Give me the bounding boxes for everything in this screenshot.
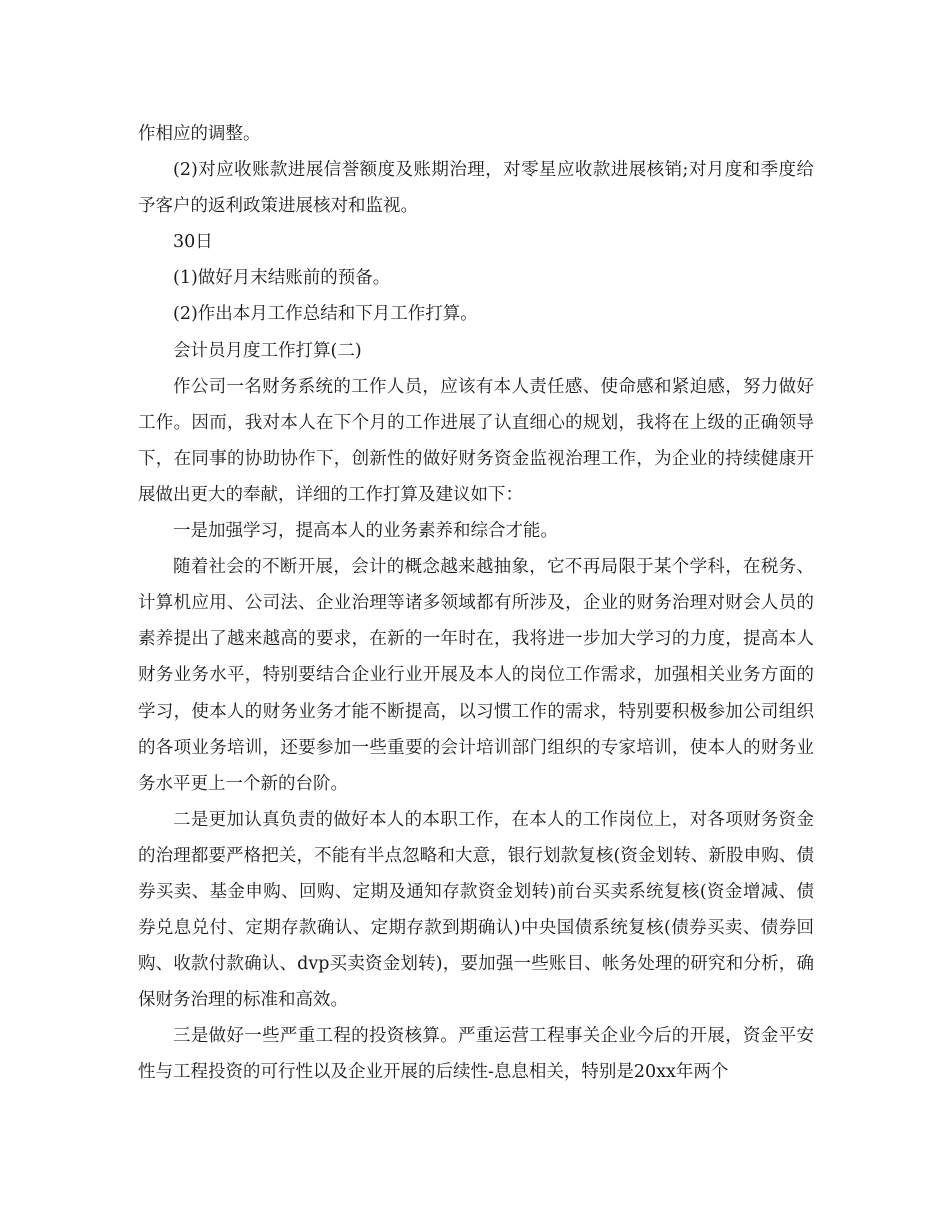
document-body: [138, 116, 814, 1091]
paragraph-9: 随着社会的不断开展，会计的概念越来越抽象，它不再局限于某个学科，在税务、计算机应用、公司法、企业治理等诸多领域都有所涉及，企业的财务治理对财会人员的素养提出了越来越高的要求，在新的一年时在，我将进一步加大学习的力度，提高本人财务业务水平，特别要结合企业行业开展及本人的岗位工作需求，加强相关业务方面的学习，使本人的财务业务才能不断提高，以习惯工作的需求，特别要积极参加公司组织的各项业务培训，还要参加一些重要的会计培训部门组织的专家培训，使本人的财务业务水平更上一个新的台阶。: [138, 557, 814, 794]
paragraph-3: 30日: [173, 232, 213, 253]
paragraph-2: (2)对应收账款进展信誉额度及账期治理，对零星应收款进展核销;对月度和季度给予客户的返利政策进展核对和监视。: [138, 160, 814, 217]
paragraph-8: 一是加强学习，提高本人的业务素养和综合才能。: [173, 521, 558, 542]
paragraph-10: 二是更加认真负责的做好本人的本职工作，在本人的工作岗位上，对各项财务资金的治理都要严格把关，不能有半点忽略和大意，银行划款复核(资金划转、新股申购、债券买卖、基金申购、回购、定期及通知存款资金划转)前台买卖系统复核(资金增减、债券兑息兑付、定期存款确认、定期存款到期确认)中央国债系统复核(债券买卖、债券回购、收款付款确认、dvp买卖资金划转)，要加强一些账目、帐务处理的研究和分析，确保财务治理的标准和高效。: [138, 809, 814, 1011]
paragraph-7: 作公司一名财务系统的工作人员，应该有本人责任感、使命感和紧迫感，努力做好工作。因而，我对本人在下个月的工作进展了认直细心的规划，我将在上级的正确领导下，在同事的协助协作下，创新性的做好财务资金监视治理工作，为企业的持续健康开展做出更大的奉献，详细的工作打算及建议如下：: [138, 376, 814, 505]
section-heading: 会计员月度工作打算(二): [173, 340, 362, 361]
paragraph-1: 作相应的调整。: [138, 124, 261, 144]
paragraph-4: (1)做好月末结账前的预备。: [173, 268, 391, 289]
paragraph-5: (2)作出本月工作总结和下月工作打算。: [173, 304, 478, 325]
paragraph-11: 三是做好一些严重工程的投资核算。严重运营工程事关企业今后的开展，资金平安性与工程投资的可行性以及企业开展的后续性-息息相关，特别是20xx年两个: [138, 1026, 814, 1083]
